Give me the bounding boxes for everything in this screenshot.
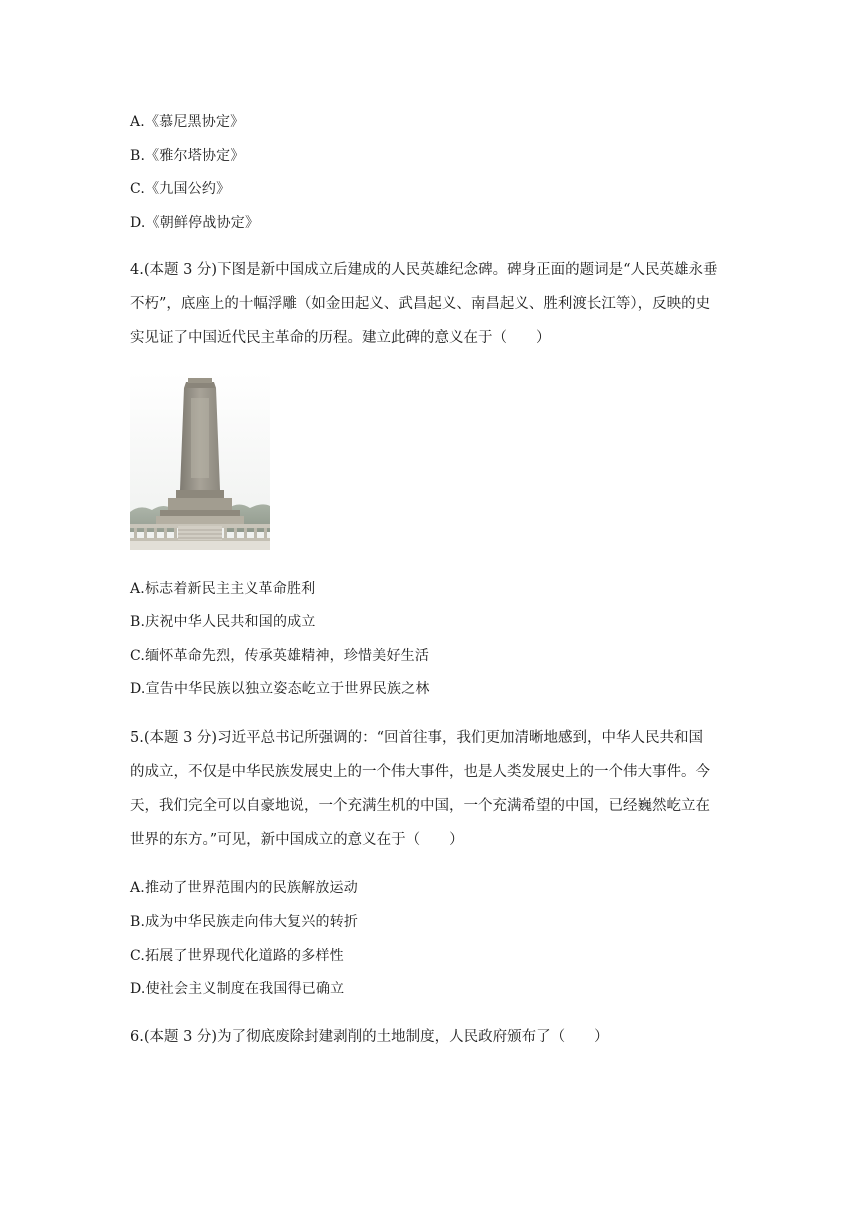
q5-stem-line-4: 世界的东方。”可见，新中国成立的意义在于（ ） <box>130 832 464 848</box>
q4-option-c[interactable]: C.缅怀革命先烈，传承英雄精神，珍惜美好生活 <box>130 648 430 664</box>
q6-stem-line-1: 6.(本题 3 分)为了彻底废除封建剥削的土地制度，人民政府颁布了（ ） <box>130 1029 609 1045</box>
q4-stem-line-1: 4.(本题 3 分)下图是新中国成立后建成的人民英雄纪念碑。碑身正面的题词是“人民英雄永垂 <box>130 262 718 278</box>
q4-stem-line-2: 不朽”，底座上的十幅浮雕（如金田起义、武昌起义、南昌起义、胜利渡长江等），反映的史 <box>130 296 711 312</box>
q4-stem-line-3: 实见证了中国近代民主革命的历程。建立此碑的意义在于（ ） <box>130 330 551 346</box>
q5-stem-line-1: 5.(本题 3 分)习近平总书记所强调的：“回首往事，我们更加清晰地感到，中华人民共和国 <box>130 730 704 746</box>
q5-option-b[interactable]: B.成为中华民族走向伟大复兴的转折 <box>130 914 359 930</box>
q5-option-d[interactable]: D.使社会主义制度在我国得已确立 <box>130 981 345 997</box>
q4-option-b[interactable]: B.庆祝中华人民共和国的成立 <box>130 614 316 630</box>
q4-option-d[interactable]: D.宣告中华民族以独立姿态屹立于世界民族之林 <box>130 681 430 697</box>
monument-photo <box>130 372 270 550</box>
q3-option-a[interactable]: A.《慕尼黑协定》 <box>130 114 245 130</box>
q5-option-c[interactable]: C.拓展了世界现代化道路的多样性 <box>130 948 344 964</box>
q5-stem-line-3: 天，我们完全可以自豪地说，一个充满生机的中国，一个充满希望的中国，已经巍然屹立在 <box>130 798 710 814</box>
q4-option-a[interactable]: A.标志着新民主主义革命胜利 <box>130 581 316 597</box>
q3-option-d[interactable]: D.《朝鲜停战协定》 <box>130 215 260 231</box>
q5-stem-line-2: 的成立，不仅是中华民族发展史上的一个伟大事件，也是人类发展史上的一个伟大事件。今 <box>130 764 710 780</box>
q3-option-c[interactable]: C.《九国公约》 <box>130 181 231 197</box>
q5-option-a[interactable]: A.推动了世界范围内的民族解放运动 <box>130 880 358 896</box>
q3-option-b[interactable]: B.《雅尔塔协定》 <box>130 148 245 164</box>
